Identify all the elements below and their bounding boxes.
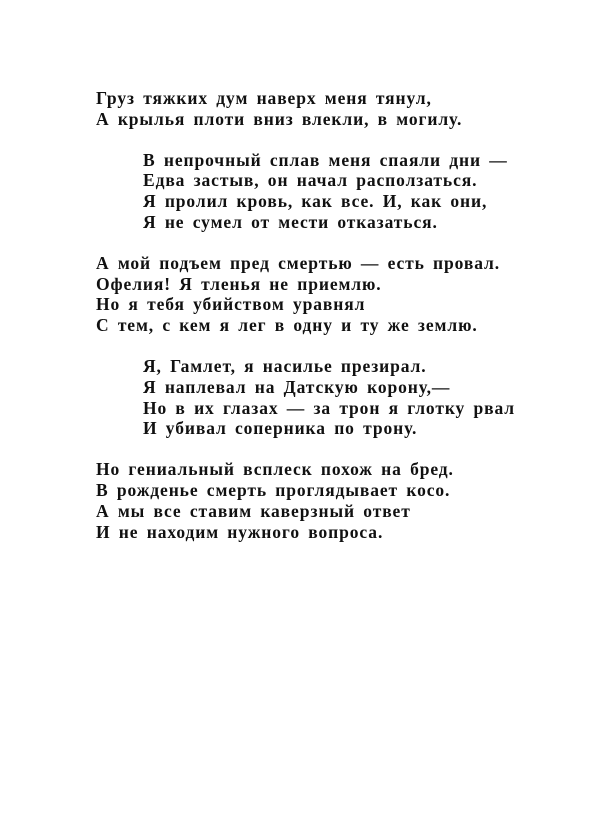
- poem-line: Но гениальный всплеск похож на бред.: [96, 459, 454, 480]
- poem-line: В непрочный сплав меня спаяли дни —: [143, 149, 508, 170]
- stanza-4: [96, 356, 566, 439]
- poem-line: Я наплевал на Датскую корону,—: [143, 376, 451, 397]
- stanza-1: [96, 88, 566, 130]
- poem-line: Я пролил кровь, как все. И, как они,: [143, 191, 488, 212]
- stanza-5: [96, 459, 566, 542]
- poem-line: А мы все ставим каверзный ответ: [96, 500, 411, 521]
- poem-line: С тем, с кем я лег в одну и ту же землю.: [96, 315, 478, 336]
- poem-line: Но я тебя убийством уравнял: [96, 294, 366, 315]
- poem-line: Но в их глазах — за трон я глотку рвал: [143, 397, 515, 418]
- stanza-2: [96, 150, 566, 233]
- poem-line: Едва застыв, он начал расползаться.: [143, 170, 478, 191]
- poem-line: Я не сумел от мести отказаться.: [143, 211, 438, 232]
- poem-line: А мой подъем пред смертью — есть провал.: [96, 252, 501, 273]
- poem-line: Груз тяжких дум наверх меня тянул,: [96, 88, 432, 108]
- poem-line: И убивал соперника по трону.: [143, 418, 418, 439]
- stanza-3: [96, 253, 566, 336]
- poem-line: Я, Гамлет, я насилье презирал.: [143, 355, 427, 376]
- poem-line: В рожденье смерть проглядывает косо.: [96, 479, 451, 500]
- poem-line: Офелия! Я тленья не приемлю.: [96, 273, 382, 294]
- poem: [96, 88, 566, 542]
- poem-line: А крылья плоти вниз влекли, в могилу.: [96, 108, 463, 129]
- poem-line: И не находим нужного вопроса.: [96, 521, 384, 542]
